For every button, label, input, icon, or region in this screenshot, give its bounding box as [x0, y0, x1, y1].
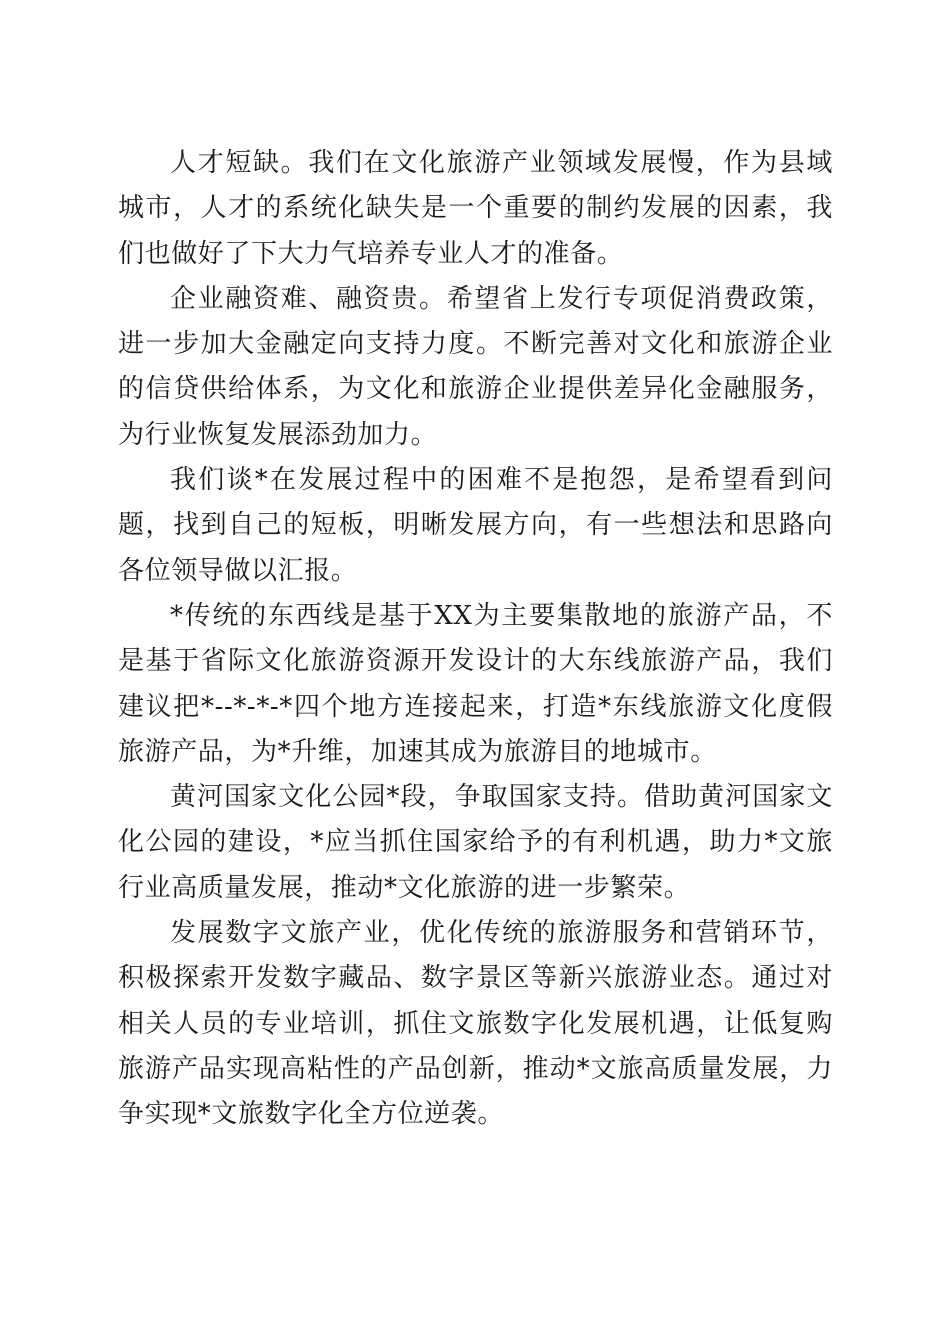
paragraph-east-route: *传统的东西线是基于XX为主要集散地的旅游产品，不是基于省际文化旅游资源开发设计的大东线旅游产品，我们建议把*--*-*-*四个地方连接起来，打造*东线旅游文化度假旅游产品，为*升维，加速其成为旅游目的地城市。 — [118, 600, 833, 767]
paragraph-difficulties: 我们谈*在发展过程中的困难不是抱怨，是希望看到问题，找到自己的短板，明晰发展方向，有一些想法和思路向各位领导做以汇报。 — [118, 465, 833, 586]
paragraph-talent-shortage: 人才短缺。我们在文化旅游产业领域发展慢，作为县域城市，人才的系统化缺失是一个重要的制约发展的因素，我们也做好了下大力气培养专业人才的准备。 — [118, 148, 833, 269]
document-body — [118, 141, 833, 1138]
paragraph-yellow-river-park: 黄河国家文化公园*段，争取国家支持。借助黄河国家文化公园的建设，*应当抓住国家给予的有利机遇，助力*文旅行业高质量发展，推动*文化旅游的进一步繁荣。 — [118, 782, 833, 903]
paragraph-digital-tourism: 发展数字文旅产业，优化传统的旅游服务和营销环节，积极探索开发数字藏品、数字景区等新兴旅游业态。通过对相关人员的专业培训，抓住文旅数字化发展机遇，让低复购旅游产品实现高粘性的产品创新，推动*文旅高质量发展，力争实现*文旅数字化全方位逆袭。 — [118, 918, 833, 1130]
paragraph-financing: 企业融资难、融资贵。希望省上发行专项促消费政策，进一步加大金融定向支持力度。不断完善对文化和旅游企业的信贷供给体系，为文化和旅游企业提供差异化金融服务，为行业恢复发展添劲加力。 — [118, 283, 833, 450]
